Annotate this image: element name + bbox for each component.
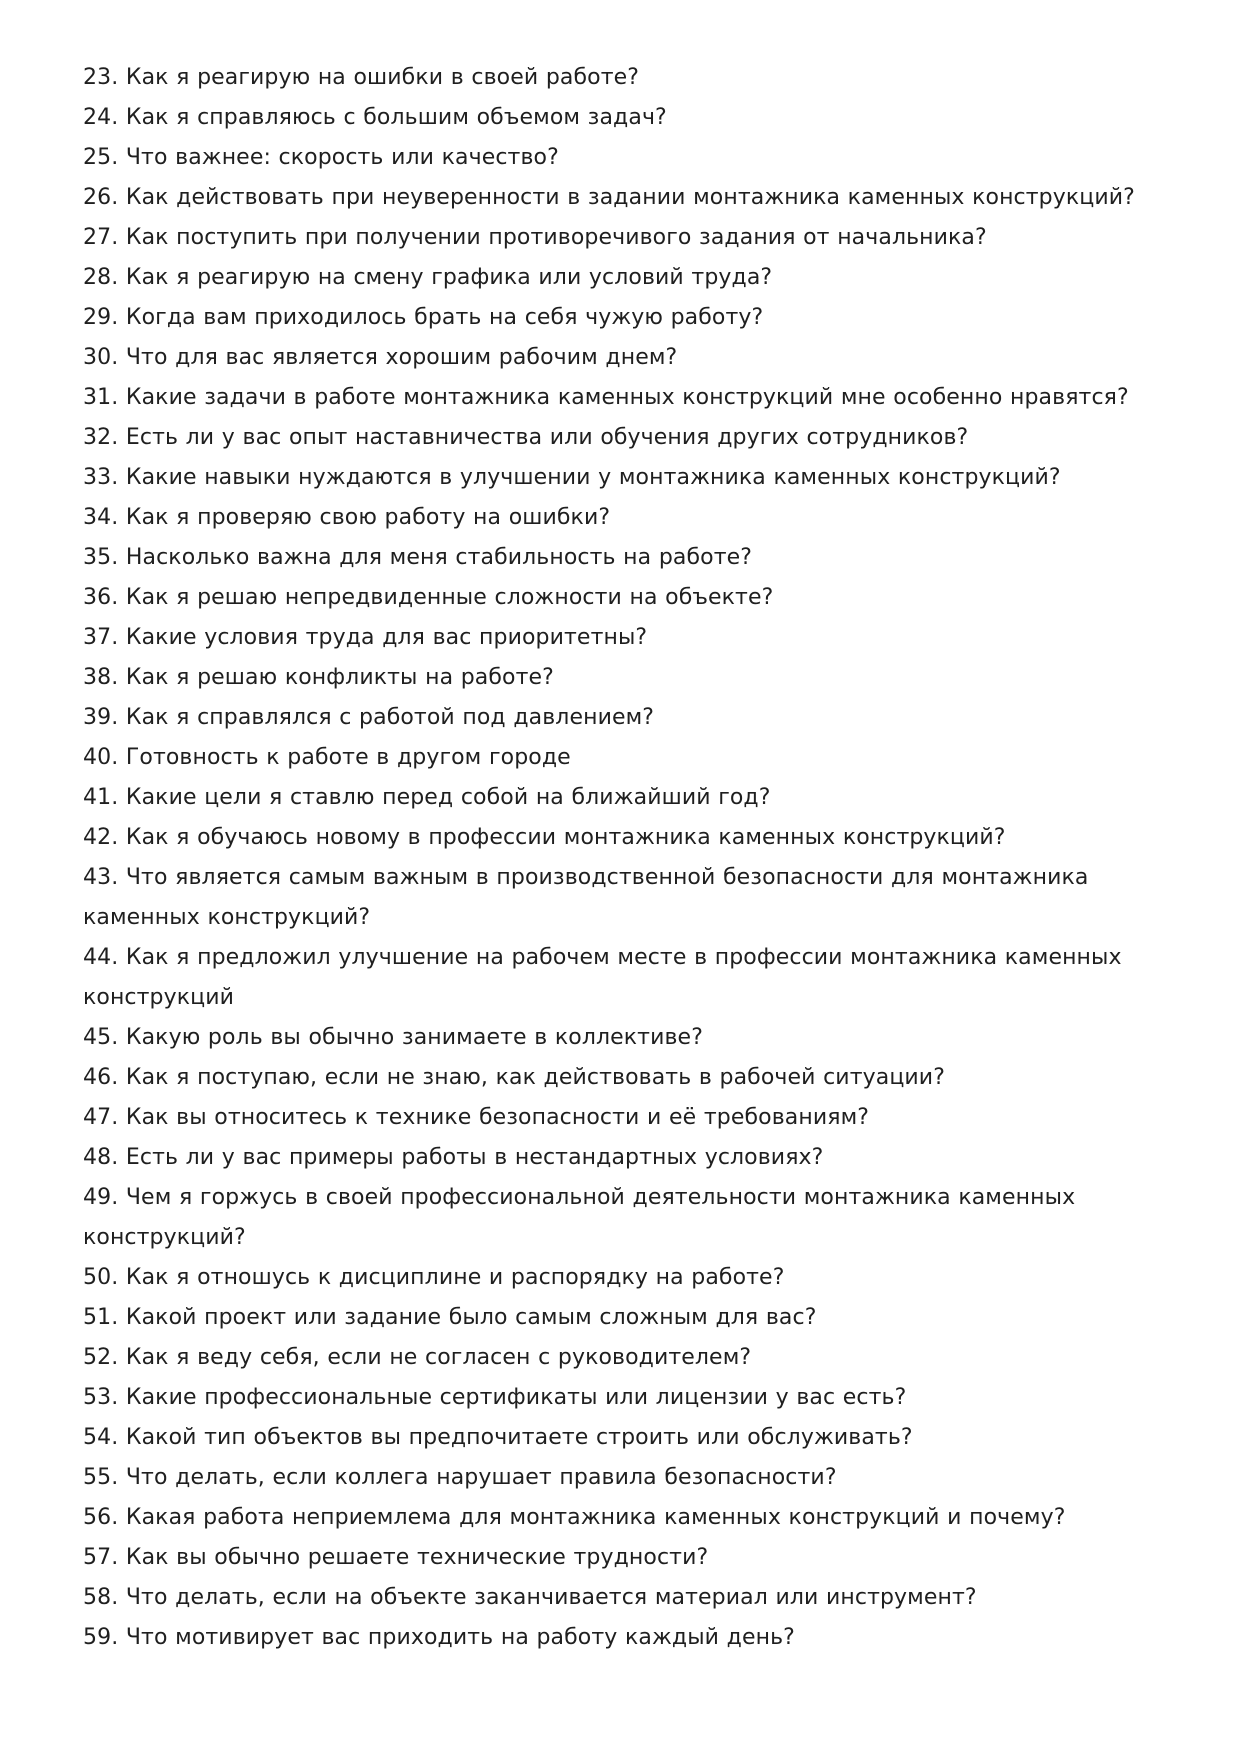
question-47: 47. Как вы относитесь к технике безопасности и её требованиям? xyxy=(83,1105,870,1130)
question-45: 45. Какую роль вы обычно занимаете в коллективе? xyxy=(83,1025,703,1050)
question-31: 31. Какие задачи в работе монтажника каменных конструкций мне особенно нравятся? xyxy=(83,385,1129,410)
question-38: 38. Как я решаю конфликты на работе? xyxy=(83,665,554,690)
question-35: 35. Насколько важна для меня стабильность на работе? xyxy=(83,545,753,570)
question-55: 55. Что делать, если коллега нарушает правила безопасности? xyxy=(83,1465,837,1490)
question-24: 24. Как я справляюсь с большим объемом задач? xyxy=(83,105,667,130)
question-32: 32. Есть ли у вас опыт наставничества или обучения других сотрудников? xyxy=(83,425,969,450)
question-36: 36. Как я решаю непредвиденные сложности на объекте? xyxy=(83,585,774,610)
question-56: 56. Какая работа неприемлема для монтажника каменных конструкций и почему? xyxy=(83,1505,1066,1530)
question-51: 51. Какой проект или задание было самым сложным для вас? xyxy=(83,1305,817,1330)
question-58: 58. Что делать, если на объекте заканчивается материал или инструмент? xyxy=(83,1585,977,1610)
question-40: 40. Готовность к работе в другом городе xyxy=(83,745,571,770)
question-54: 54. Какой тип объектов вы предпочитаете строить или обслуживать? xyxy=(83,1425,913,1450)
question-46: 46. Как я поступаю, если не знаю, как действовать в рабочей ситуации? xyxy=(83,1065,945,1090)
question-52: 52. Как я веду себя, если не согласен с руководителем? xyxy=(83,1345,752,1370)
question-39: 39. Как я справлялся с работой под давлением? xyxy=(83,705,655,730)
question-28: 28. Как я реагирую на смену графика или условий труда? xyxy=(83,265,773,290)
question-42: 42. Как я обучаюсь новому в профессии монтажника каменных конструкций? xyxy=(83,825,1006,850)
question-34: 34. Как я проверяю свою работу на ошибки? xyxy=(83,505,611,530)
question-27: 27. Как поступить при получении противоречивого задания от начальника? xyxy=(83,225,987,250)
question-30: 30. Что для вас является хорошим рабочим днем? xyxy=(83,345,678,370)
question-48: 48. Есть ли у вас примеры работы в нестандартных условиях? xyxy=(83,1145,824,1170)
question-53: 53. Какие профессиональные сертификаты или лицензии у вас есть? xyxy=(83,1385,907,1410)
question-43: 43. Что является самым важным в производственной безопасности для монтажника каменных конструкций? xyxy=(83,865,1089,930)
question-57: 57. Как вы обычно решаете технические трудности? xyxy=(83,1545,709,1570)
question-29: 29. Когда вам приходилось брать на себя чужую работу? xyxy=(83,305,764,330)
question-44: 44. Как я предложил улучшение на рабочем месте в профессии монтажника каменных конструкций xyxy=(83,945,1122,1010)
question-33: 33. Какие навыки нуждаются в улучшении у монтажника каменных конструкций? xyxy=(83,465,1061,490)
question-23: 23. Как я реагирую на ошибки в своей работе? xyxy=(83,65,640,90)
question-59: 59. Что мотивирует вас приходить на работу каждый день? xyxy=(83,1625,795,1650)
question-25: 25. Что важнее: скорость или качество? xyxy=(83,145,559,170)
question-49: 49. Чем я горжусь в своей профессиональной деятельности монтажника каменных конструкций? xyxy=(83,1185,1076,1250)
question-50: 50. Как я отношусь к дисциплине и распорядку на работе? xyxy=(83,1265,785,1290)
question-26: 26. Как действовать при неуверенности в задании монтажника каменных конструкций? xyxy=(83,185,1135,210)
document-page xyxy=(83,58,1163,1658)
question-41: 41. Какие цели я ставлю перед собой на ближайший год? xyxy=(83,785,771,810)
question-list xyxy=(83,58,1163,1658)
question-37: 37. Какие условия труда для вас приоритетны? xyxy=(83,625,648,650)
